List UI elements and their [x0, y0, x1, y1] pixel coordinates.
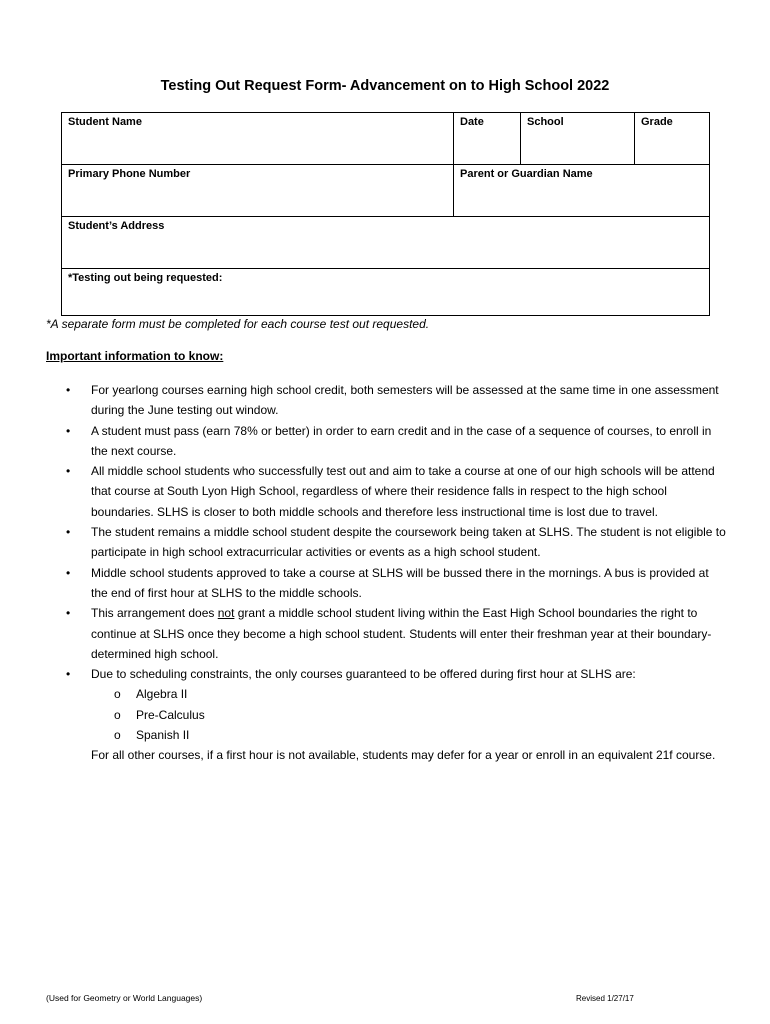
- list-item-text-after: grant a middle school student living within the East High School boundaries the right to continue at SLHS once they become a high school student. Students will enter their freshman year at their boundary-determined high school.: [91, 606, 712, 661]
- date-label: Date: [460, 116, 484, 128]
- date-field[interactable]: [454, 113, 521, 165]
- bullet-icon: •: [66, 383, 71, 397]
- bullet-icon: •: [66, 667, 71, 682]
- separate-form-note: *A separate form must be completed for each course test out requested.: [46, 317, 430, 331]
- footer-revised-date: Revised 1/27/17: [576, 994, 634, 1003]
- list-item: [46, 603, 726, 664]
- testing-out-field[interactable]: [62, 269, 710, 316]
- course-name: Spanish II: [136, 728, 190, 743]
- bullet-icon: •: [66, 423, 71, 438]
- address-label: Student’s Address: [68, 220, 165, 232]
- course-item: [91, 705, 726, 725]
- important-info-heading: Important information to know:: [46, 349, 224, 363]
- list-item-text: The student remains a middle school student despite the coursework being taken at SLHS. The student is not eligible to participate in high school extracurricular activities or events as a high school student.: [91, 525, 726, 560]
- primary-phone-field[interactable]: [62, 165, 454, 217]
- school-field[interactable]: [521, 113, 635, 165]
- bullet-icon: •: [66, 565, 71, 580]
- parent-guardian-label: Parent or Guardian Name: [460, 168, 593, 180]
- bullet-icon: •: [66, 606, 71, 621]
- grade-label: Grade: [641, 116, 673, 128]
- grade-field[interactable]: [635, 113, 710, 165]
- footer-usage-note: (Used for Geometry or World Languages): [46, 993, 203, 1003]
- student-name-label: Student Name: [68, 116, 142, 128]
- primary-phone-label: Primary Phone Number: [68, 168, 191, 180]
- address-field[interactable]: [62, 217, 710, 269]
- list-item-text-underlined: not: [217, 606, 235, 621]
- student-name-field[interactable]: [62, 113, 454, 165]
- list-item: [46, 380, 726, 421]
- list-item: [46, 461, 726, 522]
- info-list: [46, 380, 726, 766]
- list-item: [46, 421, 726, 462]
- parent-guardian-field[interactable]: [454, 165, 710, 217]
- course-list: [91, 684, 726, 745]
- school-label: School: [527, 116, 564, 128]
- bullet-icon: •: [66, 464, 71, 479]
- list-item: [46, 563, 726, 604]
- circle-bullet-icon: o: [114, 687, 121, 702]
- circle-bullet-icon: o: [114, 707, 121, 722]
- list-item-text: A student must pass (earn 78% or better) in order to earn credit and in the case of a sequence of courses, to enroll in the next course.: [91, 423, 712, 458]
- list-item-text: For yearlong courses earning high school credit, both semesters will be assessed at the same time in one assessment during the June testing out window.: [91, 383, 719, 418]
- list-item-text: All middle school students who successfully test out and aim to take a course at one of our high schools will be attend that course at South Lyon High School, regardless of where their residence falls in respect to the high school boundaries. SLHS is closer to both middle schools and therefore less instructional time is lost due to travel.: [91, 464, 715, 519]
- list-item-text: Middle school students approved to take a course at SLHS will be bussed there in the mornings. A bus is provided at the end of first hour at SLHS to the middle schools.: [91, 565, 709, 600]
- course-name: Algebra II: [136, 687, 188, 702]
- list-item: [46, 664, 726, 765]
- page-title: Testing Out Request Form- Advancement on to High School 2022: [160, 78, 610, 94]
- circle-bullet-icon: o: [114, 728, 121, 743]
- request-form-table: [61, 112, 710, 316]
- course-name: Pre-Calculus: [136, 707, 205, 722]
- list-item-text-before: This arrangement does: [91, 606, 218, 621]
- course-item: [91, 725, 726, 745]
- course-item: [91, 684, 726, 704]
- list-item: [46, 522, 726, 563]
- list-item-text: Due to scheduling constraints, the only courses guaranteed to be offered during first hour at SLHS are:: [91, 667, 636, 682]
- other-courses-text: For all other courses, if a first hour is not available, students may defer for a year or enroll in an equivalent 21f course.: [91, 748, 716, 763]
- testing-out-label: *Testing out being requested:: [68, 272, 223, 284]
- bullet-icon: •: [66, 525, 71, 540]
